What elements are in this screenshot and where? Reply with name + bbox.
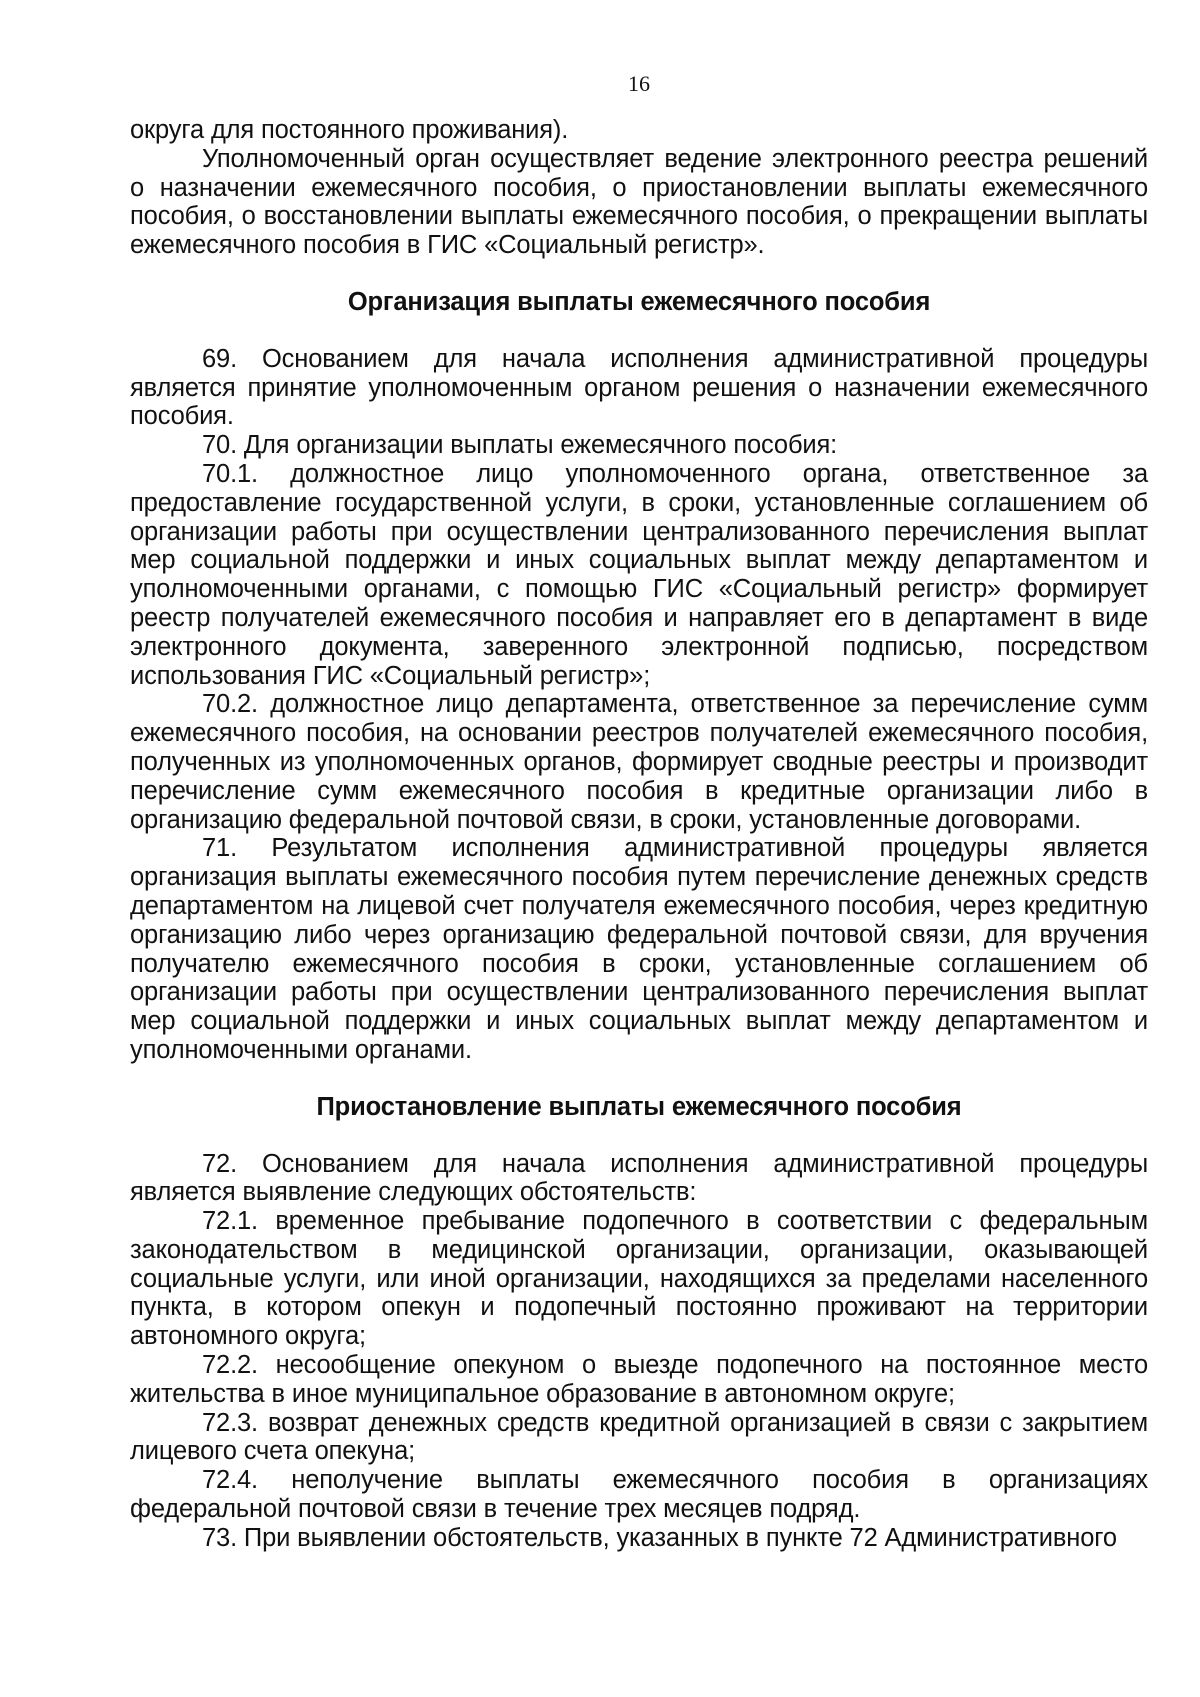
paragraph: 69. Основанием для начала исполнения административной процедуры является принятие уполномоченным органом решения о назначении ежемесячного пособия.: [130, 344, 1148, 431]
paragraph: 70.1. должностное лицо уполномоченного органа, ответственное за предоставление государственной услуги, в сроки, установленные соглашением об организации работы при осуществлении централизованного перечисления выплат мер социальной поддержки и иных социальных выплат между департаментом и уполномоченными органами, с помощью ГИС «Социальный регистр» формирует реестр получателей ежемесячного пособия и направляет его в департамент в виде электронного документа, заверенного электронной подписью, посредством использования ГИС «Социальный регистр»;: [130, 459, 1148, 690]
paragraph: 71. Результатом исполнения административной процедуры является организация выплаты ежемесячного пособия путем перечисление денежных средств департаментом на лицевой счет получателя ежемесячного пособия, через кредитную организацию либо через организацию федеральной почтовой связи, для вручения получателю ежемесячного пособия в сроки, установленные соглашением об организации работы при осуществлении централизованного перечисления выплат мер социальной поддержки и иных социальных выплат между департаментом и уполномоченными органами.: [130, 834, 1148, 1064]
paragraph: 72. Основанием для начала исполнения административной процедуры является выявление следующих обстоятельств:: [130, 1149, 1148, 1207]
paragraph: 72.2. несообщение опекуном о выезде подопечного на постоянное место жительства в иное муниципальное образование в автономном округе;: [130, 1351, 1148, 1408]
paragraph: 72.4. неполучение выплаты ежемесячного пособия в организациях федеральной почтовой связи в течение трех месяцев подряд.: [130, 1466, 1148, 1524]
paragraph: 70. Для организации выплаты ежемесячного пособия:: [202, 431, 838, 460]
paragraph: 72.1. временное пребывание подопечного в соответствии с федеральным законодательством в медицинской организации, организации, оказывающей социальные услуги, или иной организации, находящихся за пределами населенного пункта, в котором опекун и подопечный постоянно проживают на территории автономного округа;: [130, 1207, 1148, 1351]
paragraph: Уполномоченный орган осуществляет ведение электронного реестра решений о назначении ежемесячного пособия, о приостановлении выплаты ежемесячного пособия, о восстановлении выплаты ежемесячного пособия, о прекращении выплаты ежемесячного пособия в ГИС «Социальный регистр».: [130, 144, 1148, 260]
paragraph: 73. При выявлении обстоятельств, указанных в пункте 72 Административного: [202, 1523, 1117, 1552]
paragraph: округа для постоянного проживания).: [130, 116, 569, 144]
section-heading: Приостановление выплаты ежемесячного пособия: [316, 1092, 962, 1121]
paragraph: 70.2. должностное лицо департамента, ответственное за перечисление сумм ежемесячного пособия, на основании реестров получателей ежемесячного пособия, полученных из уполномоченных органов, формирует сводные реестры и производит перечисление сумм ежемесячного пособия в кредитные организации либо в организацию федеральной почтовой связи, в сроки, установленные договорами.: [130, 690, 1148, 834]
document-page: [130, 70, 1148, 1553]
paragraph: 72.3. возврат денежных средств кредитной организацией в связи с закрытием лицевого счета опекуна;: [130, 1408, 1148, 1466]
page-number: 16: [628, 71, 650, 96]
section-heading: Организация выплаты ежемесячного пособия: [347, 287, 931, 316]
document-body: [130, 116, 1148, 1553]
